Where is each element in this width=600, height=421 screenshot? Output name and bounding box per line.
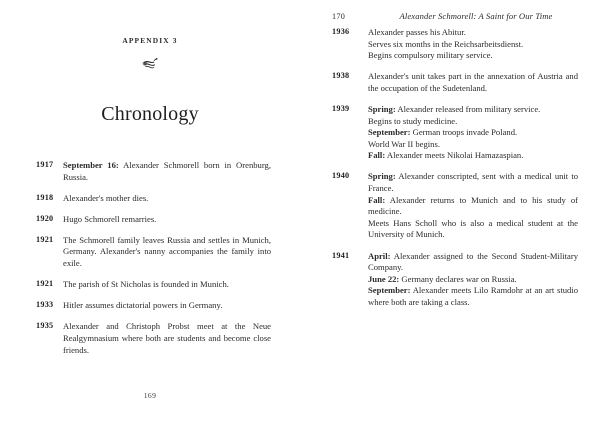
- entry-line: [63, 235, 271, 270]
- entry-line-text: Alexander assigned to the Second Student-Military Company.: [368, 250, 578, 273]
- entry-line-text: World War II begins.: [368, 138, 440, 149]
- entry-year: 1918: [36, 192, 54, 202]
- folio-left: 169: [143, 391, 157, 400]
- entry-line-text: Meets Hans Scholl who is also a medical student at the University of Munich.: [368, 217, 578, 240]
- entry-line-lead: Spring:: [368, 103, 396, 114]
- entry-line-lead: June 22:: [368, 273, 400, 284]
- chronology-list-right: [300, 27, 600, 318]
- entry-line: [63, 214, 271, 226]
- chronology-entry: [300, 27, 600, 62]
- entry-line-lead: April:: [368, 250, 391, 261]
- chronology-entry: [300, 251, 600, 309]
- entry-line-text: Alexander and Christoph Probst meet at the Neue Realgymnasium where both are students and become close friends.: [63, 321, 271, 355]
- chronology-entry: [0, 193, 300, 205]
- entry-line-lead: September:: [368, 285, 411, 296]
- entry-year: 1939: [332, 103, 350, 113]
- entry-year: 1921: [36, 279, 54, 289]
- entry-line-text: Hugo Schmorell remarries.: [63, 213, 157, 224]
- entry-line: [368, 39, 578, 51]
- entry-body: [368, 251, 578, 309]
- chronology-list-left: [0, 160, 300, 366]
- entry-year: 1936: [332, 27, 350, 36]
- entry-line-text: Alexander's mother dies.: [63, 192, 149, 203]
- entry-line: [368, 218, 578, 241]
- entry-year: 1933: [36, 300, 54, 310]
- chronology-entry: [0, 160, 300, 183]
- entry-line-text: Alexander passes his Abitur.: [368, 27, 466, 37]
- entry-line-text: The parish of St Nicholas is founded in Munich.: [63, 279, 229, 290]
- entry-line: [368, 27, 578, 39]
- chronology-entry: [0, 214, 300, 226]
- entry-line-text: Hitler assumes dictatorial powers in Germany.: [63, 300, 223, 311]
- entry-year: 1941: [332, 250, 350, 260]
- chronology-entry: [300, 104, 600, 162]
- right-page: [300, 0, 600, 421]
- entry-body: [63, 160, 271, 183]
- running-head: [300, 12, 600, 26]
- entry-line: [63, 160, 271, 183]
- entry-body: [63, 300, 271, 312]
- entry-body: [63, 321, 271, 356]
- running-head-title: Alexander Schmorell: A Saint for Our Time: [399, 11, 553, 21]
- chronology-entry: [0, 321, 300, 356]
- entry-line: [63, 279, 271, 291]
- entry-line: [368, 150, 578, 162]
- entry-line-text: Alexander Schmorell born in Orenburg, Russia.: [63, 160, 271, 182]
- entry-line-lead: Fall:: [368, 194, 386, 205]
- entry-line-text: Begins to study medicine.: [368, 115, 458, 126]
- entry-line: [368, 116, 578, 128]
- entry-year: 1935: [36, 321, 54, 331]
- entry-line: [63, 300, 271, 312]
- entry-line: [368, 251, 578, 274]
- entry-line-text: Serves six months in the Reichsarbeitsdienst.: [368, 38, 524, 49]
- entry-body: [368, 71, 578, 94]
- entry-line-text: Alexander returns to Munich and to his study of medicine.: [368, 194, 578, 217]
- entry-body: [63, 279, 271, 291]
- entry-body: [368, 27, 578, 62]
- entry-body: [63, 235, 271, 270]
- entry-body: [368, 104, 578, 162]
- appendix-label: APPENDIX 3: [122, 36, 178, 45]
- entry-line: [63, 193, 271, 205]
- entry-year: 1940: [332, 171, 350, 181]
- entry-year: 1917: [36, 160, 54, 169]
- printers-ornament-icon: [0, 56, 300, 72]
- entry-line: [368, 127, 578, 139]
- entry-line-lead: September:: [368, 127, 411, 138]
- entry-line: [368, 171, 578, 194]
- entry-line: [368, 71, 578, 94]
- entry-line-lead: September 16:: [63, 160, 119, 170]
- chronology-entry: [0, 235, 300, 270]
- entry-year: 1938: [332, 71, 350, 81]
- entry-line: [368, 195, 578, 218]
- folio-right: 170: [332, 12, 346, 21]
- entry-line-lead: Fall:: [368, 150, 386, 161]
- entry-line-text: Alexander's unit takes part in the annexation of Austria and the occupation of the Sudetenland.: [368, 71, 578, 93]
- entry-line-text: The Schmorell family leaves Russia and settles in Munich, Germany. Alexander's nanny accompanies the family into exile.: [63, 234, 271, 269]
- entry-line: [368, 285, 578, 308]
- entry-body: [63, 193, 271, 205]
- entry-body: [63, 214, 271, 226]
- entry-line-text: Alexander meets Lilo Ramdohr at an art studio where both are taking a class.: [368, 285, 578, 307]
- entry-line: [368, 274, 578, 286]
- entry-line-text: Alexander conscripted, sent with a medical unit to France.: [368, 171, 578, 194]
- entry-line-text: German troops invade Poland.: [410, 127, 518, 138]
- chronology-entry: [0, 279, 300, 291]
- entry-line-text: Alexander meets Nikolai Hamazaspian.: [385, 150, 524, 161]
- entry-line: [368, 139, 578, 151]
- entry-line: [368, 104, 578, 116]
- entry-line-lead: Spring:: [368, 171, 396, 182]
- entry-line-text: Germany declares war on Russia.: [399, 273, 517, 284]
- entry-year: 1921: [36, 234, 54, 244]
- entry-line: [63, 321, 271, 356]
- chapter-title: Chronology: [101, 103, 199, 125]
- chronology-entry: [300, 71, 600, 94]
- entry-line-text: Alexander released from military service.: [395, 103, 541, 114]
- entry-line-text: Begins compulsory military service.: [368, 50, 493, 61]
- entry-line: [368, 50, 578, 62]
- chronology-entry: [0, 300, 300, 312]
- entry-body: [368, 171, 578, 241]
- entry-year: 1920: [36, 213, 54, 223]
- chronology-entry: [300, 171, 600, 241]
